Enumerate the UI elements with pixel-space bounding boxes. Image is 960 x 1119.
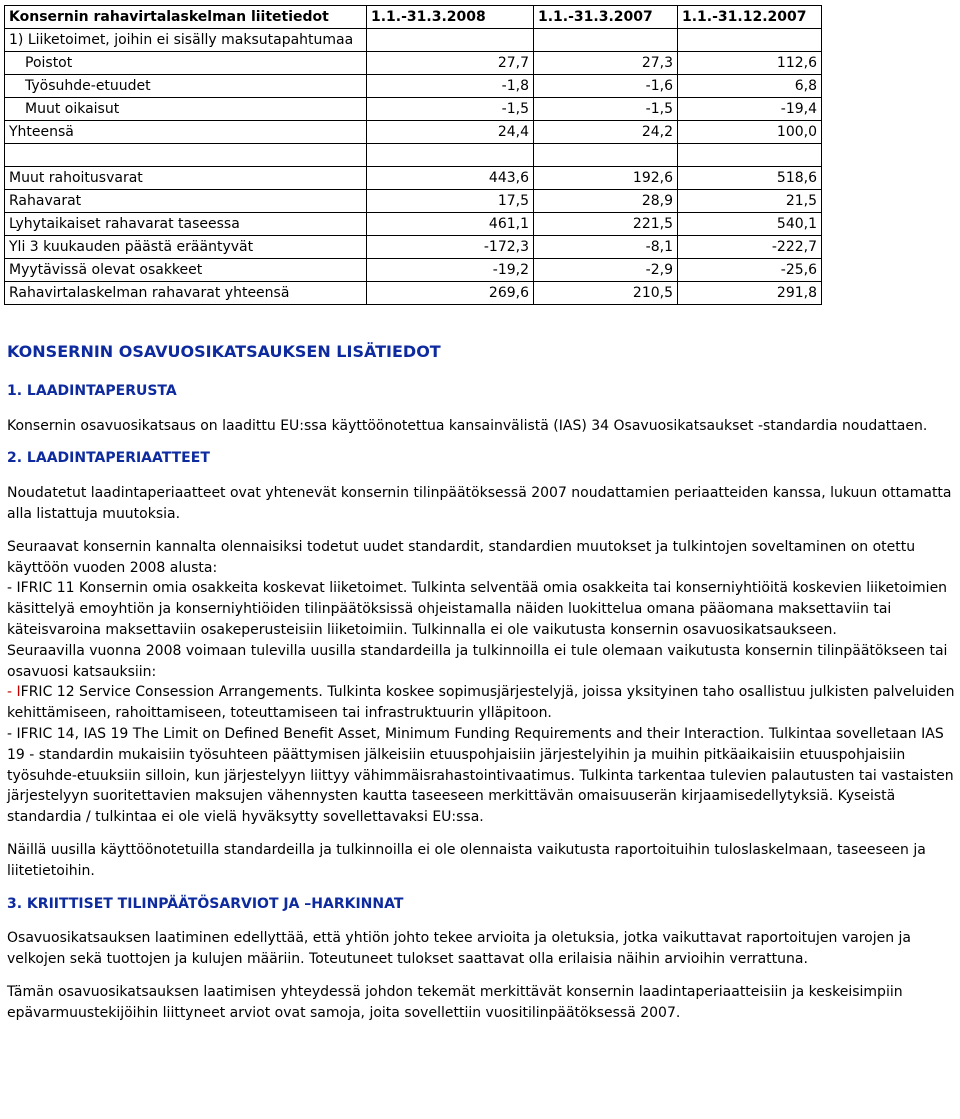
row-label: Poistot xyxy=(5,52,367,75)
main-heading: KONSERNIN OSAVUOSIKATSAUKSEN LISÄTIEDOT xyxy=(7,342,441,361)
ifric-12-dash: - xyxy=(7,684,17,701)
notes-document xyxy=(7,342,955,1024)
ifric-12-text: FRIC 12 Service Consession Arrangements. Tulkinta koskee sopimusjärjestelyjä, joissa yksityinen taho osallistuu julkisten palveluiden kehittämiseen, rahoittamiseen, toteuttamiseen tai infrastruktuurin ylläpitoon. xyxy=(7,684,955,722)
ifric-11-item: - IFRIC 11 Konsernin omia osakkeita koskevat liiketoimet. Tulkinta selventää omia osakkeita tai konserniyhtiöitä koskevien liiketoimien käsittelyä emoyhtiön ja konserniyhtiöiden tilinpäätöksissä ohjeistamalla näiden luokittelua omana pääomana maksettaviin tai käteisvaroina maksettaviin osakeperusteisiin liiketoimiin. Tulkinnalla ei ole vaikutusta konsernin osavuosikatsaukseen. xyxy=(7,580,948,638)
column-header-fy-2007: 1.1.-31.12.2007 xyxy=(678,6,822,29)
row-value: 100,0 xyxy=(678,121,822,144)
row-value: 24,2 xyxy=(534,121,678,144)
row-value: 221,5 xyxy=(534,213,678,236)
row-value: 540,1 xyxy=(678,213,822,236)
ifric-12-initial: I xyxy=(16,684,21,701)
row-label xyxy=(5,144,367,167)
row-value xyxy=(678,144,822,167)
table-row xyxy=(5,52,822,75)
row-value: 112,6 xyxy=(678,52,822,75)
row-value: 461,1 xyxy=(367,213,534,236)
row-value: -19,4 xyxy=(678,98,822,121)
row-label: Muut oikaisut xyxy=(5,98,367,121)
row-value: 443,6 xyxy=(367,167,534,190)
section-1-heading: 1. LAADINTAPERUSTA xyxy=(7,382,177,399)
row-label: Myytävissä olevat osakkeet xyxy=(5,259,367,282)
section-1-paragraph: Konsernin osavuosikatsaus on laadittu EU:ssa käyttöönotettua kansainvälistä (IAS) 34 Osavuosikatsaukset -standardia noudattaen. xyxy=(7,417,928,434)
row-value: 518,6 xyxy=(678,167,822,190)
row-value: 269,6 xyxy=(367,282,534,305)
table-row xyxy=(5,167,822,190)
row-value: 28,9 xyxy=(534,190,678,213)
row-value: -2,9 xyxy=(534,259,678,282)
ifric-12-item xyxy=(7,682,955,724)
ifric-14-item: - IFRIC 14, IAS 19 The Limit on Defined Benefit Asset, Minimum Funding Requirements and their Interaction. Tulkintaa sovelletaan IAS 19 - standardin mukaisiin työsuhteen päättymisen jälkeisiin etuuspohjaisiin järjestelyihin ja muihin pitkäaikaisiin etuuspohjaisiin työsuhde-etuuksiin silloin, kun järjestelyyn liittyy vähimmäisrahastointivaatimus. Tulkinta tarkentaa tulevien palautusten tai vastaisten järjestelyyn suoritettavien maksujen vähennysten kautta taseeseen merkittävän omaisuuserän kirjaamisedellytyksiä. Kyseistä standardia / tulkintaa ei ole vielä hyväksytty sovellettavaksi EU:ssa. xyxy=(7,725,954,826)
row-value: 210,5 xyxy=(534,282,678,305)
row-value: -25,6 xyxy=(678,259,822,282)
table-row xyxy=(5,213,822,236)
row-label: Muut rahoitusvarat xyxy=(5,167,367,190)
row-value: 24,4 xyxy=(367,121,534,144)
table-header-row xyxy=(5,6,822,29)
table-row xyxy=(5,190,822,213)
section-2-intro: Seuraavat konsernin kannalta olennaisiksi todetut uudet standardit, standardien muutokset ja tulkintojen soveltaminen on otettu käyttöön vuoden 2008 alusta: xyxy=(7,538,916,576)
future-standards-intro: Seuraavilla vuonna 2008 voimaan tulevilla uusilla standardeilla ja tulkinnoilla ei tule olemaan vaikutusta konsernin tilinpäätökseen tai osavuosi katsauksiin: xyxy=(7,642,948,680)
row-label: Rahavirtalaskelman rahavarat yhteensä xyxy=(5,282,367,305)
row-label: Lyhytaikaiset rahavarat taseessa xyxy=(5,213,367,236)
section-2-paragraph-1: Noudatetut laadintaperiaatteet ovat yhtenevät konsernin tilinpäätöksessä 2007 noudattamien periaatteiden kanssa, lukuun ottamatta alla listattuja muutoksia. xyxy=(7,485,952,522)
table-title: Konsernin rahavirtalaskelman liitetiedot xyxy=(5,6,367,29)
table-row xyxy=(5,144,822,167)
row-value: -19,2 xyxy=(367,259,534,282)
table-row xyxy=(5,98,822,121)
row-value: -1,8 xyxy=(367,75,534,98)
section-3-paragraph-2: Tämän osavuosikatsauksen laatimisen yhteydessä johdon tekemät merkittävät konsernin laadintaperiaatteisiin ja keskeisimpiin epävarmuustekijöihin liittyneet arviot ovat samoja, joita sovellettiin vuositilinpäätöksessä 2007. xyxy=(7,983,903,1021)
row-value: 192,6 xyxy=(534,167,678,190)
row-value: 21,5 xyxy=(678,190,822,213)
row-label: Yli 3 kuukauden päästä erääntyvät xyxy=(5,236,367,259)
row-value xyxy=(367,144,534,167)
row-value xyxy=(534,144,678,167)
row-value: 291,8 xyxy=(678,282,822,305)
row-value: 27,7 xyxy=(367,52,534,75)
row-value: -1,5 xyxy=(367,98,534,121)
row-label: Työsuhde-etuudet xyxy=(5,75,367,98)
table-row xyxy=(5,75,822,98)
row-value: -222,7 xyxy=(678,236,822,259)
row-value: 27,3 xyxy=(534,52,678,75)
table-row xyxy=(5,121,822,144)
row-label: Rahavarat xyxy=(5,190,367,213)
column-header-q1-2008: 1.1.-31.3.2008 xyxy=(367,6,534,29)
column-header-q1-2007: 1.1.-31.3.2007 xyxy=(534,6,678,29)
section-label: 1) Liiketoimet, joihin ei sisälly maksutapahtumaa xyxy=(5,29,367,52)
cash-flow-notes-table xyxy=(4,5,822,305)
row-value: 17,5 xyxy=(367,190,534,213)
section-3-paragraph-1: Osavuosikatsauksen laatiminen edellyttää, että yhtiön johto tekee arvioita ja oletuksia, jotka vaikuttavat raportoitujen varojen ja velkojen sekä tuottojen ja kulujen määriin. Toteutuneet tulokset saattavat olla erilaisia näihin arvioihin verrattuna. xyxy=(7,930,912,968)
section-label-row xyxy=(5,29,822,52)
table-row xyxy=(5,282,822,305)
row-value: -172,3 xyxy=(367,236,534,259)
section-2-heading: 2. LAADINTAPERIAATTEET xyxy=(7,450,210,467)
table-row xyxy=(5,236,822,259)
row-label: Yhteensä xyxy=(5,121,367,144)
section-2-paragraph-3: Näillä uusilla käyttöönotetuilla standardeilla ja tulkinnoilla ei ole olennaista vaikutusta raportoituihin tuloslaskelmaan, taseeseen ja liitetietoihin. xyxy=(7,841,926,879)
row-value: -1,6 xyxy=(534,75,678,98)
section-3-heading: 3. KRIITTISET TILINPÄÄTÖSARVIOT JA –HARKINNAT xyxy=(7,895,404,912)
row-value: -1,5 xyxy=(534,98,678,121)
row-value: -8,1 xyxy=(534,236,678,259)
table-row xyxy=(5,259,822,282)
row-value: 6,8 xyxy=(678,75,822,98)
